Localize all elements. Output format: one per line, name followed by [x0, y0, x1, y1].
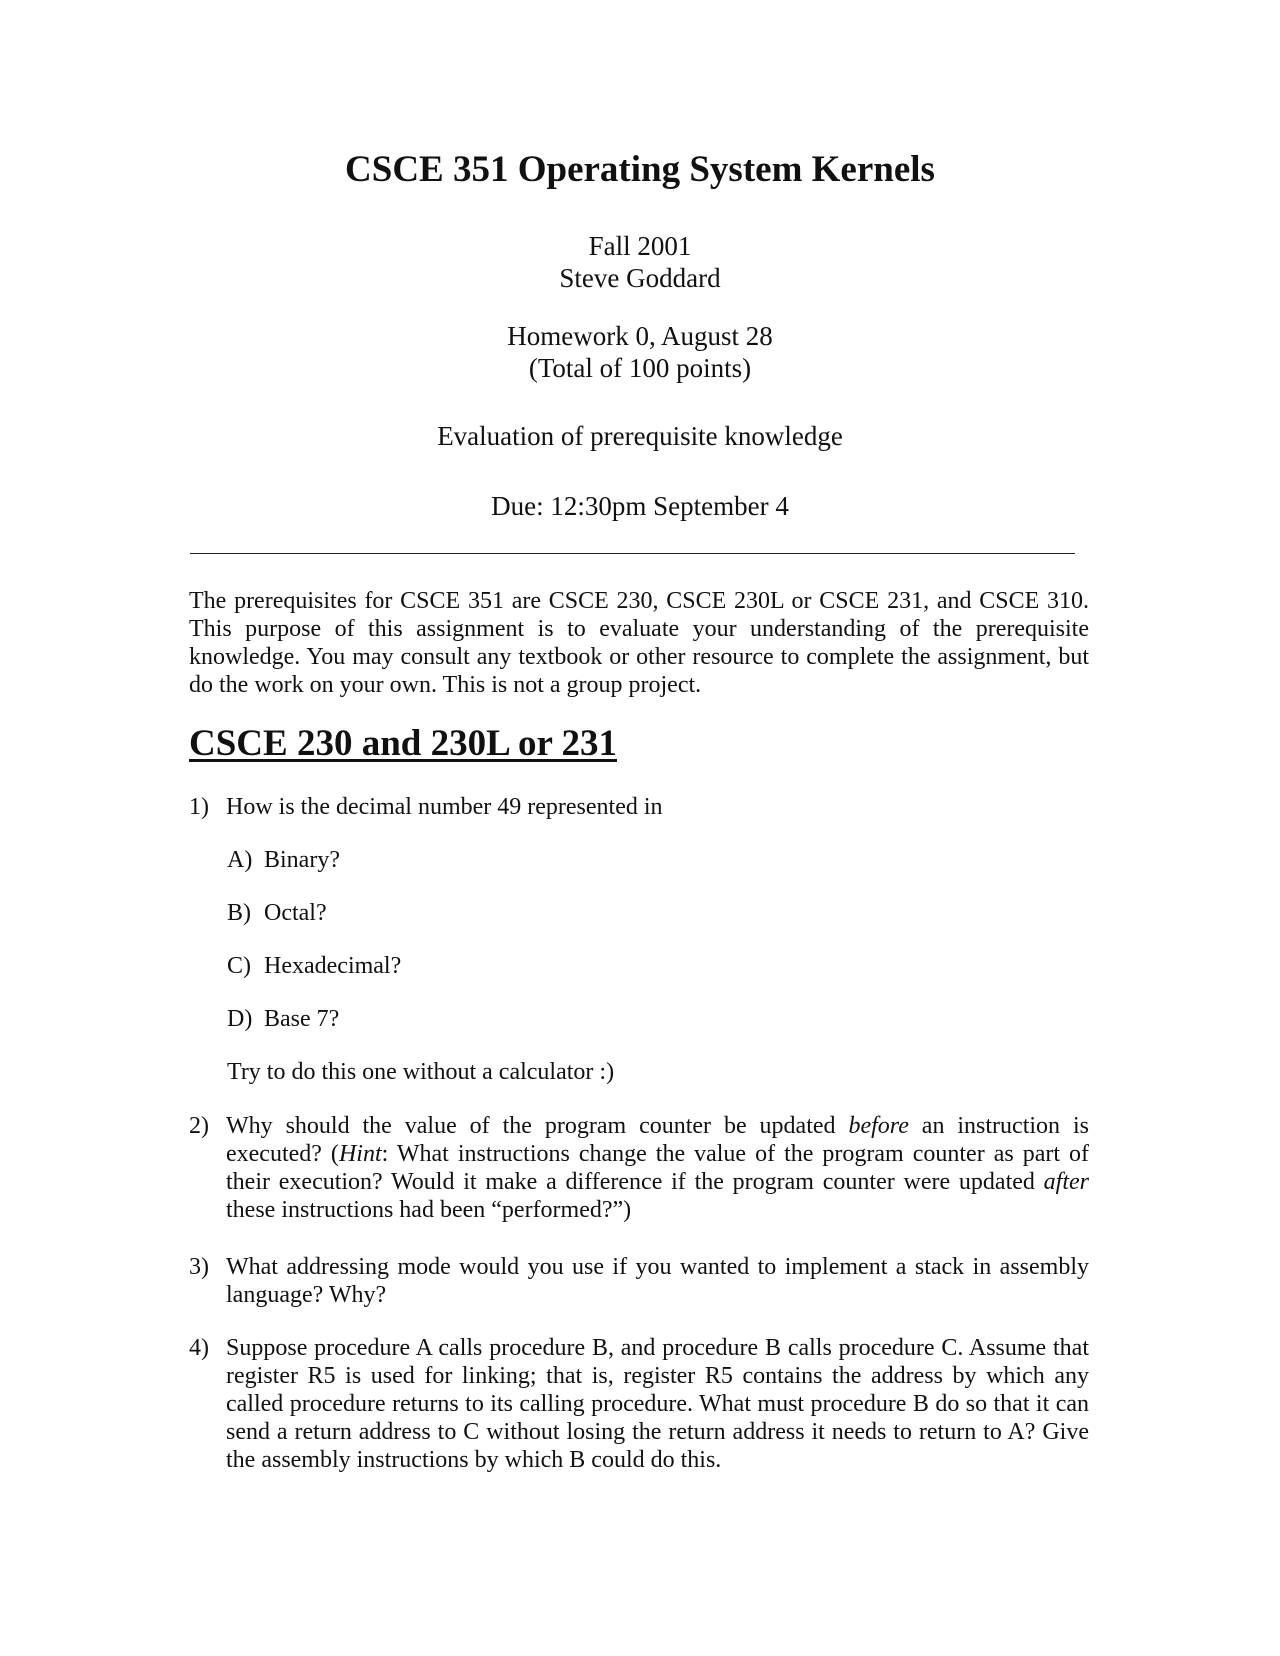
question-number: 3): [189, 1254, 209, 1280]
option-text: Hexadecimal?: [264, 953, 402, 979]
question-number: 4): [189, 1335, 209, 1361]
assignment-subtitle: Evaluation of prerequisite knowledge: [437, 421, 843, 451]
question-text-part: Why should the value of the program counter be updated: [226, 1113, 849, 1139]
option-letter: A): [227, 847, 253, 873]
question-number: 1): [189, 794, 209, 820]
option-letter: C): [227, 953, 251, 979]
option-b: [227, 899, 327, 927]
question-4: [189, 1334, 1089, 1474]
question-text: What addressing mode would you use if you wanted to implement a stack in assembly language? Why?: [226, 1254, 1089, 1308]
question-2: [189, 1112, 1089, 1224]
question-1: [189, 793, 1089, 821]
calculator-tip: Try to do this one without a calculator :): [227, 1059, 615, 1085]
question-3: [189, 1253, 1089, 1309]
term: Fall 2001: [588, 231, 692, 261]
question-text-part: these instructions had been “performed?”): [226, 1197, 632, 1223]
question-number: 2): [189, 1113, 209, 1139]
instructor: Steve Goddard: [559, 263, 721, 293]
option-text: Binary?: [264, 847, 340, 873]
emphasis-after: after: [1043, 1169, 1089, 1195]
due-date: Due: 12:30pm September 4: [491, 491, 789, 521]
question-text-part: : What instructions change the value of the program counter as part of their execution? Would it make a difference if the program counter were updated: [226, 1141, 1089, 1195]
option-c: [227, 952, 401, 980]
question-text: Suppose procedure A calls procedure B, and procedure B calls procedure C. Assume that register R5 is used for linking; that is, register R5 contains the address by which any called procedure returns to its calling procedure. What must procedure B do so that it can send a return address to C without losing the return address it needs to return to A? Give the assembly instructions by which B could do this.: [226, 1335, 1089, 1473]
option-text: Octal?: [264, 900, 327, 926]
option-text: Base 7?: [264, 1006, 340, 1032]
question-text: [226, 1112, 1089, 1224]
document-title: CSCE 351 Operating System Kernels: [345, 149, 935, 190]
question-text: How is the decimal number 49 represented in: [226, 794, 663, 820]
emphasis-before: before: [848, 1113, 909, 1139]
option-letter: D): [227, 1006, 253, 1032]
points-line: (Total of 100 points): [528, 353, 752, 383]
intro-paragraph: The prerequisites for CSCE 351 are CSCE 230, CSCE 230L or CSCE 231, and CSCE 310. This purpose of this assignment is to evaluate your understanding of the prerequisite knowledge. You may consult any textbook or other resource to complete the assignment, but do the work on your own. This is not a group project.: [189, 588, 1089, 698]
emphasis-hint: Hint: [338, 1141, 382, 1167]
assignment-line: Homework 0, August 28: [507, 321, 773, 351]
option-letter: B): [227, 900, 251, 926]
section-heading: CSCE 230 and 230L or 231: [189, 723, 617, 764]
option-a: [227, 846, 340, 874]
option-d: [227, 1005, 339, 1033]
horizontal-divider: [190, 553, 1075, 554]
question-text-part: an instruction is executed? (: [226, 1113, 1089, 1167]
